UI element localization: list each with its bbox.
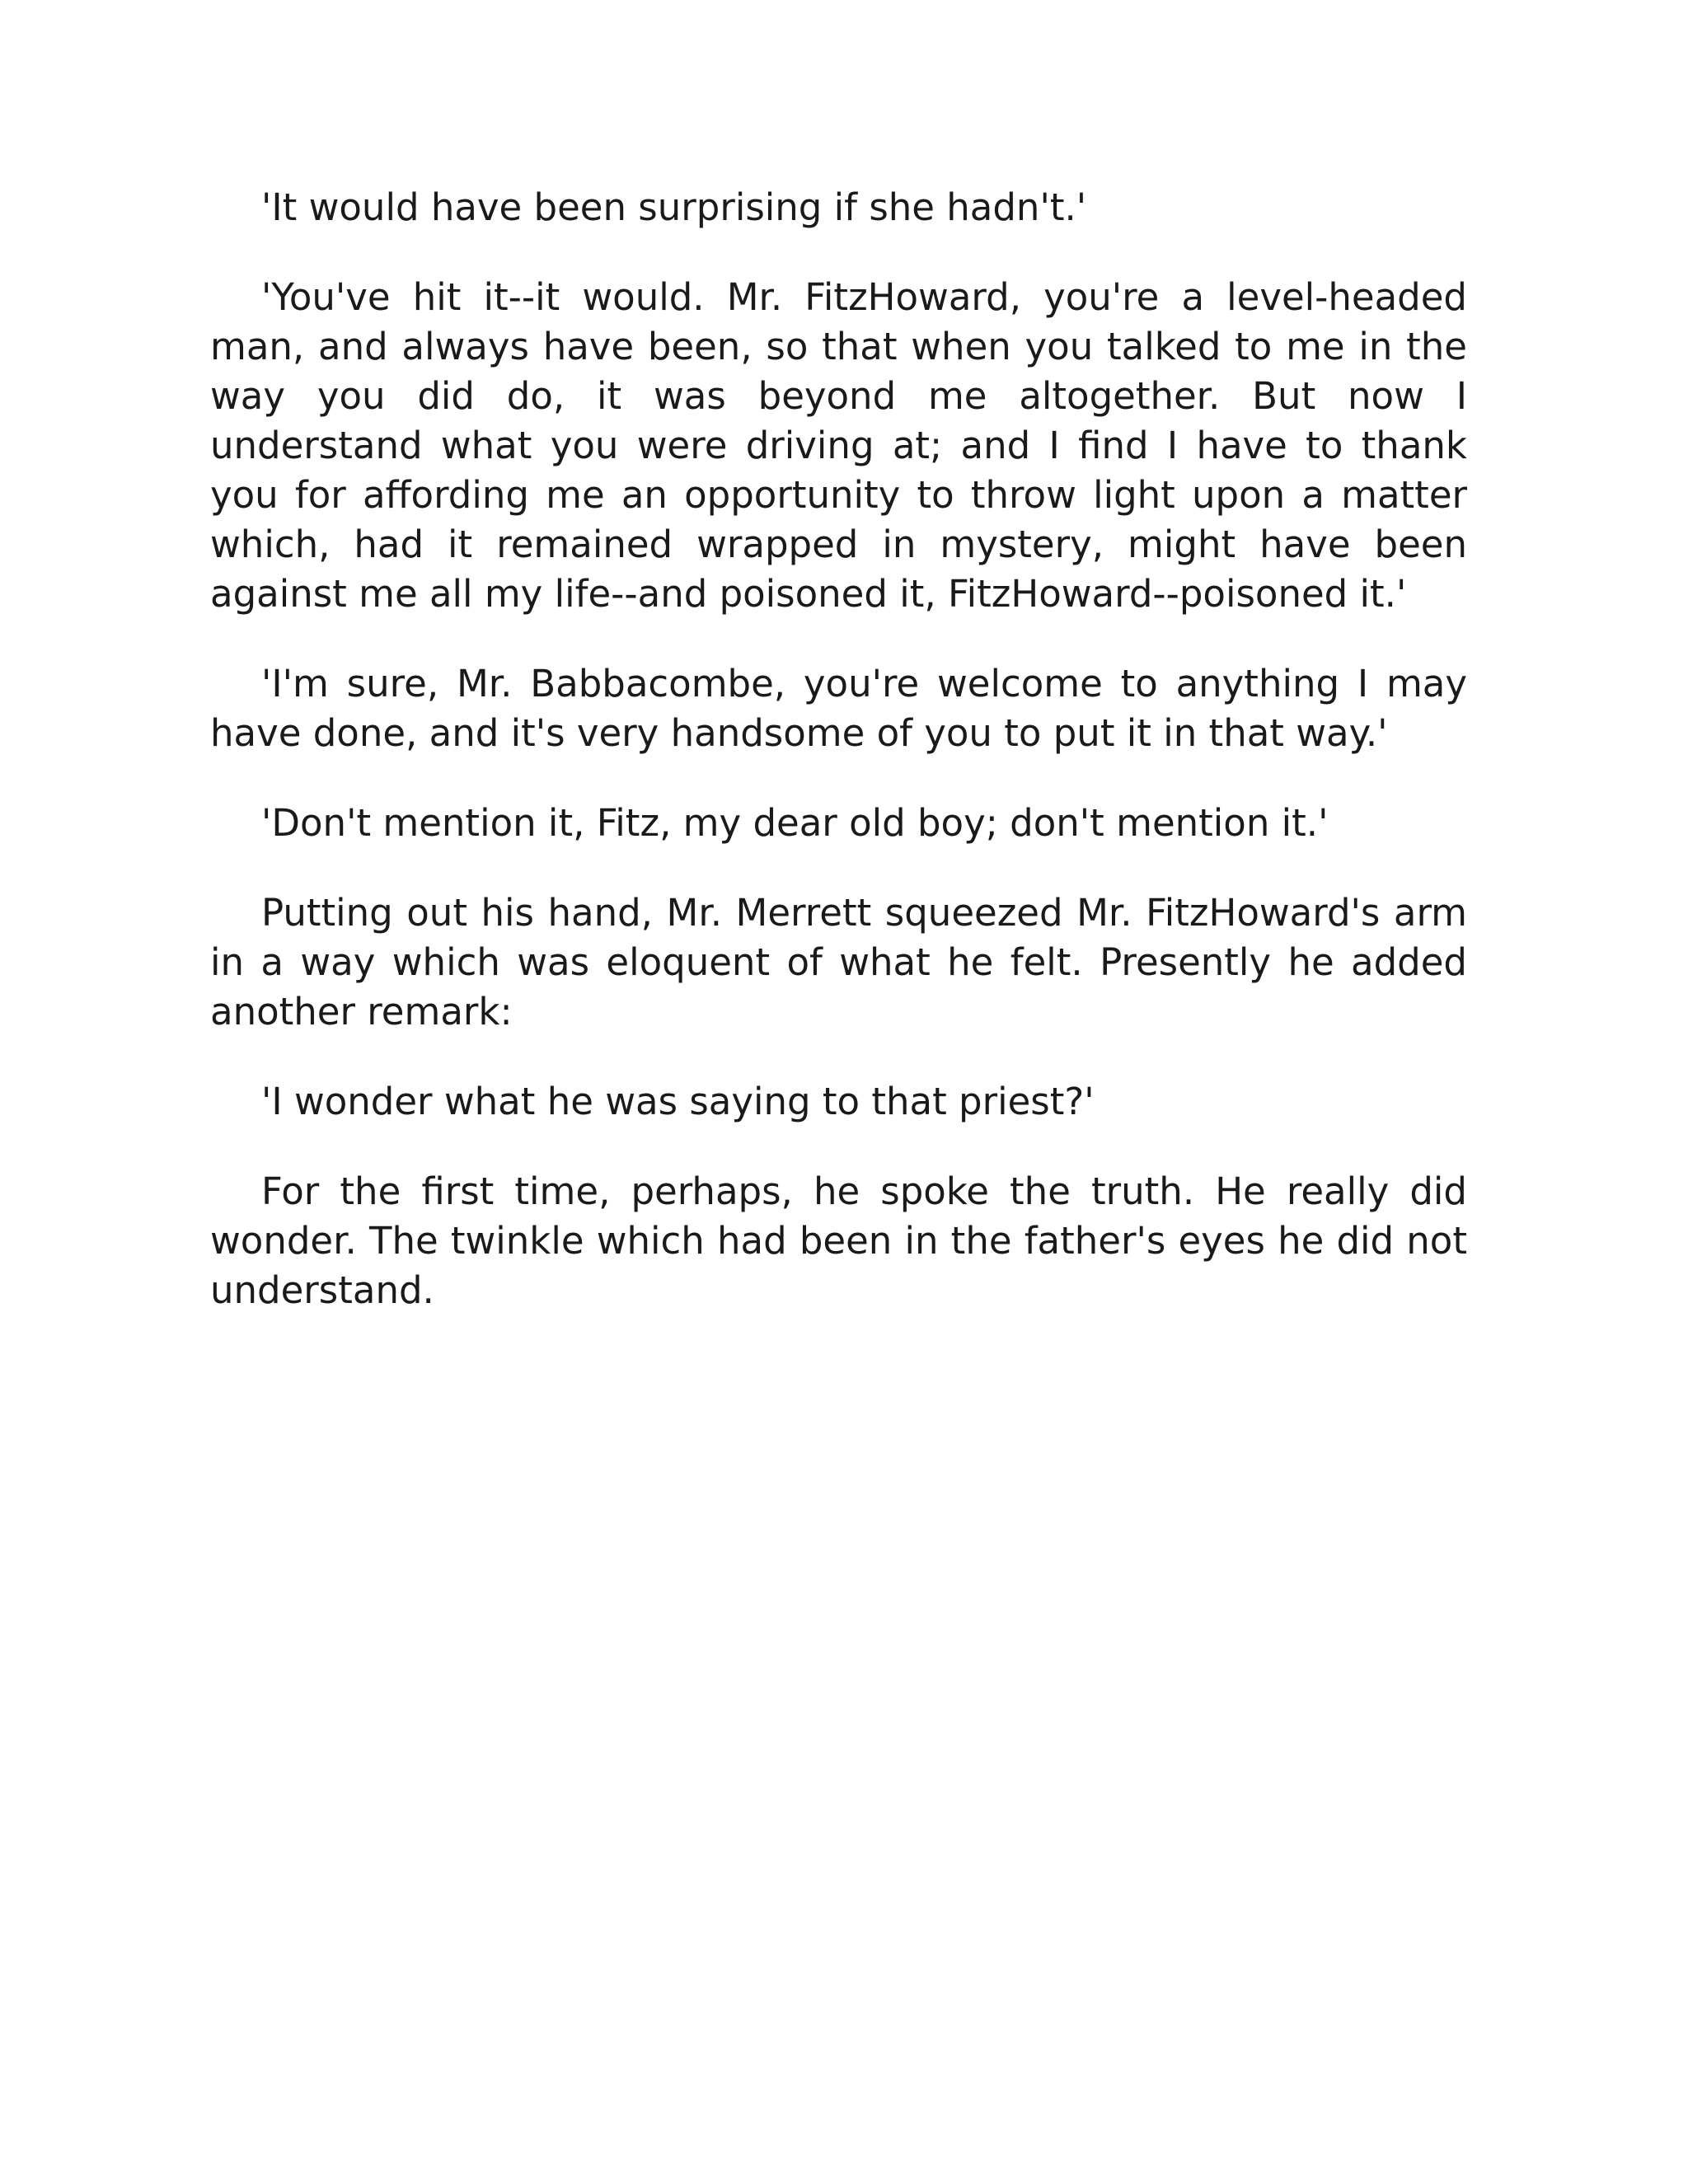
paragraph: 'Don't mention it, Fitz, my dear old boy; don't mention it.' [261,801,1329,845]
paragraph: 'I wonder what he was saying to that priest?' [261,1080,1095,1123]
document-page [210,183,1467,1356]
paragraph: 'It would have been surprising if she hadn't.' [261,185,1087,229]
paragraph: 'I'm sure, Mr. Babbacombe, you're welcome to anything I may have done, and it's very handsome of you to put it in that way.' [210,662,1467,755]
paragraph: 'You've hit it--it would. Mr. FitzHoward, you're a level-headed man, and always have been, so that when you talked to me in the way you did do, it was beyond me altogether. But now I understand what you were driving at; and I find I have to thank you for affording me an opportunity to throw light upon a matter which, had it remained wrapped in mystery, might have been against me all my life--and poisoned it, FitzHoward--poisoned it.' [210,275,1467,616]
paragraph: Putting out his hand, Mr. Merrett squeezed Mr. FitzHoward's arm in a way which was eloquent of what he felt. Presently he added another remark: [210,891,1467,1033]
paragraph: For the first time, perhaps, he spoke the truth. He really did wonder. The twinkle which had been in the father's eyes he did not understand. [210,1169,1467,1312]
